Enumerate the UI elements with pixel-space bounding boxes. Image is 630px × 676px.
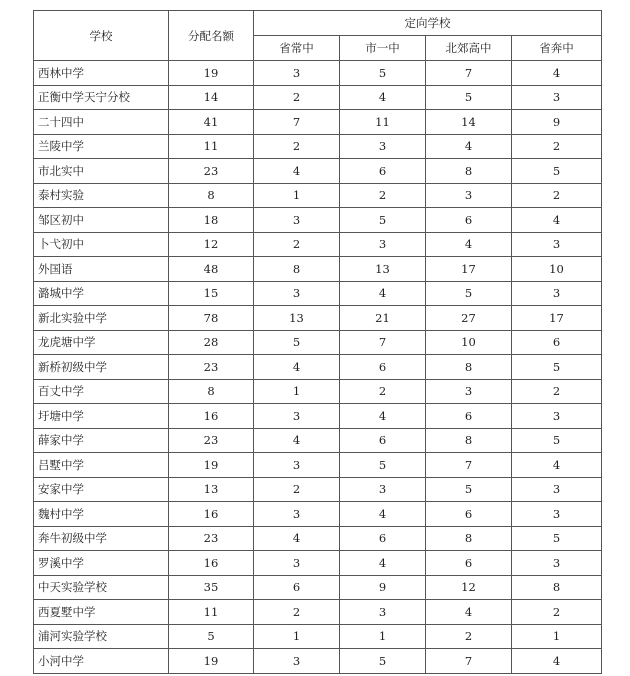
cell-target-3: 8 [426, 355, 512, 380]
header-target-group: 定向学校 [254, 11, 602, 36]
table-row [34, 575, 602, 600]
cell-total: 11 [169, 134, 254, 159]
table-row [34, 551, 602, 576]
cell-target-3: 12 [426, 575, 512, 600]
cell-target-2: 13 [340, 257, 426, 282]
cell-target-2: 6 [340, 526, 426, 551]
cell-school: 罗溪中学 [34, 551, 169, 576]
cell-target-1: 1 [254, 379, 340, 404]
cell-total: 11 [169, 600, 254, 625]
cell-total: 14 [169, 85, 254, 110]
cell-target-1: 2 [254, 232, 340, 257]
cell-target-2: 6 [340, 428, 426, 453]
cell-target-3: 10 [426, 330, 512, 355]
cell-total: 19 [169, 649, 254, 674]
cell-total: 23 [169, 159, 254, 184]
table-row [34, 306, 602, 331]
cell-school: 吕墅中学 [34, 453, 169, 478]
cell-target-1: 3 [254, 61, 340, 86]
header-school: 学校 [34, 11, 169, 61]
cell-school: 二十四中 [34, 110, 169, 135]
cell-target-3: 5 [426, 281, 512, 306]
table-row [34, 526, 602, 551]
cell-target-3: 6 [426, 208, 512, 233]
cell-target-3: 8 [426, 526, 512, 551]
cell-total: 23 [169, 355, 254, 380]
cell-target-2: 3 [340, 232, 426, 257]
cell-school: 泰村实验 [34, 183, 169, 208]
cell-total: 28 [169, 330, 254, 355]
cell-target-3: 3 [426, 183, 512, 208]
cell-target-1: 4 [254, 428, 340, 453]
cell-target-2: 5 [340, 61, 426, 86]
cell-target-1: 3 [254, 453, 340, 478]
cell-target-4: 4 [512, 649, 602, 674]
table-row [34, 404, 602, 429]
cell-target-4: 8 [512, 575, 602, 600]
cell-target-3: 2 [426, 624, 512, 649]
cell-target-1: 7 [254, 110, 340, 135]
cell-target-4: 3 [512, 232, 602, 257]
table-row [34, 110, 602, 135]
cell-total: 19 [169, 61, 254, 86]
table-row [34, 600, 602, 625]
cell-target-4: 17 [512, 306, 602, 331]
cell-school: 中天实验学校 [34, 575, 169, 600]
header-target-1: 省常中 [254, 36, 340, 61]
cell-target-3: 7 [426, 61, 512, 86]
cell-total: 19 [169, 453, 254, 478]
cell-target-1: 4 [254, 159, 340, 184]
cell-school: 市北实中 [34, 159, 169, 184]
cell-target-3: 6 [426, 502, 512, 527]
cell-target-4: 2 [512, 600, 602, 625]
cell-target-2: 5 [340, 208, 426, 233]
cell-target-2: 6 [340, 159, 426, 184]
cell-target-3: 8 [426, 428, 512, 453]
cell-total: 35 [169, 575, 254, 600]
cell-target-1: 3 [254, 649, 340, 674]
cell-target-4: 1 [512, 624, 602, 649]
cell-target-3: 4 [426, 232, 512, 257]
table-row [34, 85, 602, 110]
cell-school: 西夏墅中学 [34, 600, 169, 625]
table-row [34, 624, 602, 649]
cell-target-4: 5 [512, 526, 602, 551]
cell-target-2: 6 [340, 355, 426, 380]
cell-target-3: 14 [426, 110, 512, 135]
cell-target-2: 4 [340, 404, 426, 429]
table-row [34, 281, 602, 306]
cell-target-3: 4 [426, 134, 512, 159]
cell-target-4: 2 [512, 379, 602, 404]
table-header [34, 11, 602, 61]
cell-target-1: 3 [254, 502, 340, 527]
cell-target-2: 11 [340, 110, 426, 135]
cell-school: 卜弋初中 [34, 232, 169, 257]
cell-target-1: 2 [254, 134, 340, 159]
cell-target-2: 9 [340, 575, 426, 600]
cell-target-4: 4 [512, 61, 602, 86]
cell-total: 18 [169, 208, 254, 233]
cell-target-2: 3 [340, 600, 426, 625]
cell-target-1: 4 [254, 355, 340, 380]
table-row [34, 502, 602, 527]
cell-target-4: 3 [512, 281, 602, 306]
header-target-4: 省奔中 [512, 36, 602, 61]
table-row [34, 428, 602, 453]
cell-total: 5 [169, 624, 254, 649]
cell-target-4: 5 [512, 428, 602, 453]
cell-total: 15 [169, 281, 254, 306]
cell-total: 23 [169, 428, 254, 453]
cell-target-4: 3 [512, 551, 602, 576]
cell-total: 13 [169, 477, 254, 502]
cell-school: 新桥初级中学 [34, 355, 169, 380]
table-row [34, 159, 602, 184]
cell-target-1: 3 [254, 281, 340, 306]
cell-target-1: 3 [254, 208, 340, 233]
cell-school: 浦河实验学校 [34, 624, 169, 649]
cell-target-1: 13 [254, 306, 340, 331]
cell-total: 12 [169, 232, 254, 257]
table-row [34, 453, 602, 478]
cell-target-4: 4 [512, 208, 602, 233]
cell-target-3: 27 [426, 306, 512, 331]
cell-total: 78 [169, 306, 254, 331]
cell-target-4: 5 [512, 355, 602, 380]
table-row [34, 649, 602, 674]
cell-target-4: 3 [512, 85, 602, 110]
header-target-2: 市一中 [340, 36, 426, 61]
cell-target-1: 3 [254, 404, 340, 429]
cell-total: 8 [169, 183, 254, 208]
cell-target-2: 7 [340, 330, 426, 355]
table-row [34, 208, 602, 233]
cell-school: 魏村中学 [34, 502, 169, 527]
cell-target-2: 5 [340, 453, 426, 478]
cell-target-4: 5 [512, 159, 602, 184]
cell-target-3: 5 [426, 477, 512, 502]
cell-total: 16 [169, 551, 254, 576]
cell-school: 兰陵中学 [34, 134, 169, 159]
cell-target-2: 4 [340, 551, 426, 576]
cell-total: 8 [169, 379, 254, 404]
cell-target-4: 3 [512, 404, 602, 429]
cell-target-1: 1 [254, 624, 340, 649]
cell-target-2: 3 [340, 477, 426, 502]
cell-target-2: 1 [340, 624, 426, 649]
cell-total: 16 [169, 502, 254, 527]
cell-target-4: 3 [512, 477, 602, 502]
cell-school: 西林中学 [34, 61, 169, 86]
cell-target-2: 2 [340, 183, 426, 208]
cell-target-2: 3 [340, 134, 426, 159]
cell-school: 小河中学 [34, 649, 169, 674]
table-row [34, 477, 602, 502]
cell-target-2: 2 [340, 379, 426, 404]
header-target-3: 北郊高中 [426, 36, 512, 61]
cell-target-1: 2 [254, 477, 340, 502]
cell-school: 龙虎塘中学 [34, 330, 169, 355]
cell-target-3: 7 [426, 649, 512, 674]
table-row [34, 183, 602, 208]
cell-target-1: 2 [254, 600, 340, 625]
cell-school: 正衡中学天宁分校 [34, 85, 169, 110]
cell-school: 薛家中学 [34, 428, 169, 453]
cell-total: 16 [169, 404, 254, 429]
table-row [34, 257, 602, 282]
cell-school: 邹区初中 [34, 208, 169, 233]
cell-target-4: 2 [512, 134, 602, 159]
table-body [34, 61, 602, 674]
cell-target-1: 1 [254, 183, 340, 208]
cell-target-1: 8 [254, 257, 340, 282]
cell-school: 百丈中学 [34, 379, 169, 404]
cell-total: 41 [169, 110, 254, 135]
cell-target-2: 4 [340, 85, 426, 110]
cell-target-3: 4 [426, 600, 512, 625]
cell-target-1: 4 [254, 526, 340, 551]
quota-table [33, 10, 602, 674]
cell-target-3: 6 [426, 551, 512, 576]
table-row [34, 61, 602, 86]
table-row [34, 379, 602, 404]
cell-target-4: 9 [512, 110, 602, 135]
cell-target-1: 5 [254, 330, 340, 355]
table-row [34, 134, 602, 159]
cell-school: 圩塘中学 [34, 404, 169, 429]
cell-school: 潞城中学 [34, 281, 169, 306]
cell-school: 安家中学 [34, 477, 169, 502]
cell-target-4: 10 [512, 257, 602, 282]
cell-school: 奔牛初级中学 [34, 526, 169, 551]
cell-target-4: 6 [512, 330, 602, 355]
cell-target-4: 3 [512, 502, 602, 527]
cell-target-3: 7 [426, 453, 512, 478]
cell-total: 48 [169, 257, 254, 282]
cell-target-3: 6 [426, 404, 512, 429]
cell-target-4: 4 [512, 453, 602, 478]
cell-target-2: 4 [340, 281, 426, 306]
cell-target-1: 2 [254, 85, 340, 110]
cell-target-1: 6 [254, 575, 340, 600]
cell-target-3: 5 [426, 85, 512, 110]
header-total: 分配名额 [169, 11, 254, 61]
cell-target-1: 3 [254, 551, 340, 576]
cell-target-2: 5 [340, 649, 426, 674]
table-row [34, 232, 602, 257]
cell-target-3: 17 [426, 257, 512, 282]
cell-target-2: 4 [340, 502, 426, 527]
table-row [34, 330, 602, 355]
cell-target-3: 3 [426, 379, 512, 404]
cell-target-2: 21 [340, 306, 426, 331]
cell-target-4: 2 [512, 183, 602, 208]
cell-target-3: 8 [426, 159, 512, 184]
cell-school: 新北实验中学 [34, 306, 169, 331]
cell-total: 23 [169, 526, 254, 551]
cell-school: 外国语 [34, 257, 169, 282]
table-row [34, 355, 602, 380]
